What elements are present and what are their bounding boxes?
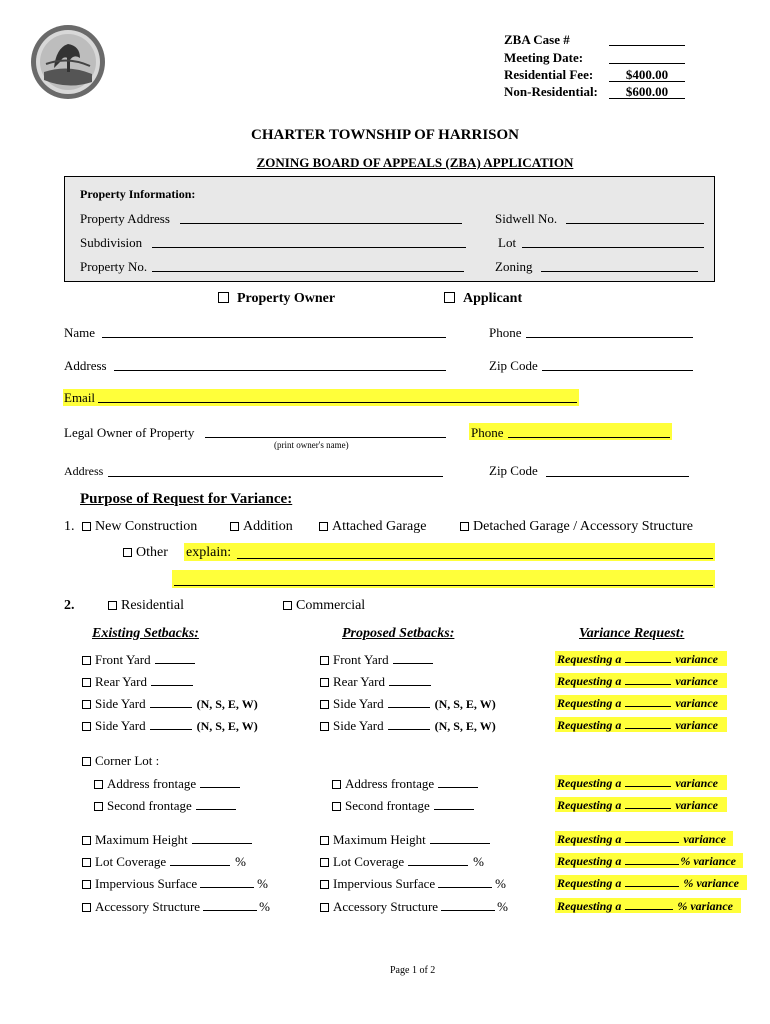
existing-accessory[interactable]: Accessory Structure % — [82, 900, 270, 913]
existing-max-height[interactable]: Maximum Height — [82, 833, 252, 846]
commercial-checkbox[interactable] — [283, 601, 292, 610]
variance-max-height-field[interactable] — [625, 841, 679, 843]
owner-phone-label: Phone — [471, 425, 504, 440]
variance-second-frontage-field[interactable] — [625, 807, 671, 809]
proposed-side-yard-1[interactable]: Side Yard (N, S, E, W) — [320, 697, 496, 710]
existing-address-frontage-field[interactable] — [200, 786, 240, 788]
proposed-second-frontage-field[interactable] — [434, 808, 474, 810]
proposed-second-frontage-checkbox[interactable] — [332, 802, 341, 811]
existing-max-height-field[interactable] — [192, 842, 252, 844]
proposed-impervious-field[interactable] — [438, 886, 492, 888]
proposed-accessory-field[interactable] — [441, 909, 495, 911]
print-owner-note: (print owner's name) — [274, 440, 349, 450]
proposed-rear-yard[interactable]: Rear Yard — [320, 675, 431, 688]
variance-address-frontage: Requesting a variance — [557, 776, 718, 790]
attached-garage-checkbox[interactable] — [319, 522, 328, 531]
property-information-heading: Property Information: — [80, 187, 196, 201]
proposed-address-frontage[interactable]: Address frontage — [332, 777, 478, 790]
proposed-accessory[interactable]: Accessory Structure % — [320, 900, 508, 913]
new-construction-checkbox[interactable] — [82, 522, 91, 531]
existing-impervious[interactable]: Impervious Surface % — [82, 877, 268, 890]
proposed-lot-coverage-checkbox[interactable] — [320, 858, 329, 867]
proposed-lot-coverage-field[interactable] — [408, 864, 468, 866]
proposed-max-height-checkbox[interactable] — [320, 836, 329, 845]
variance-lot-coverage-field[interactable] — [625, 863, 679, 865]
name-label: Name — [64, 325, 96, 340]
item-1-number: 1. — [64, 519, 75, 534]
proposed-max-height-field[interactable] — [430, 842, 490, 844]
phone-field[interactable] — [526, 337, 693, 338]
purpose-heading: Purpose of Request for Variance: — [80, 491, 293, 507]
lot-field[interactable] — [522, 247, 704, 248]
proposed-rear-yard-field[interactable] — [389, 684, 431, 686]
property-owner-checkbox[interactable] — [218, 292, 229, 303]
proposed-rear-yard-checkbox[interactable] — [320, 678, 329, 687]
owner-zip-label: Zip Code — [489, 463, 538, 478]
existing-side-yard-1[interactable]: Side Yard (N, S, E, W) — [82, 697, 258, 710]
phone-label: Phone — [489, 325, 522, 340]
subdivision-label: Subdivision — [80, 235, 143, 250]
corner-lot-option[interactable]: Corner Lot : — [82, 754, 159, 767]
existing-rear-yard[interactable]: Rear Yard — [82, 675, 193, 688]
address-label: Address — [64, 358, 107, 373]
property-address-label: Property Address — [80, 211, 170, 226]
residential-fee-value: $400.00 — [609, 68, 685, 82]
existing-front-yard-checkbox[interactable] — [82, 656, 91, 665]
variance-accessory-field[interactable] — [625, 908, 673, 910]
owner-address-field[interactable] — [108, 476, 443, 477]
proposed-side-yard-2-field[interactable] — [388, 728, 430, 730]
applicant-checkbox[interactable] — [444, 292, 455, 303]
existing-accessory-field[interactable] — [203, 909, 257, 911]
proposed-side-yard-1-field[interactable] — [388, 706, 430, 708]
application-title: ZONING BOARD OF APPEALS (ZBA) APPLICATION — [256, 155, 574, 170]
variance-max-height: Requesting a variance — [557, 832, 726, 846]
proposed-second-frontage[interactable]: Second frontage — [332, 799, 474, 812]
existing-setbacks-heading: Existing Setbacks: — [92, 626, 199, 641]
zba-case-field[interactable] — [609, 45, 685, 46]
proposed-front-yard[interactable]: Front Yard — [320, 653, 433, 666]
email-field[interactable] — [98, 402, 577, 403]
existing-side-yard-1-field[interactable] — [150, 706, 192, 708]
attached-garage-option[interactable]: Attached Garage — [319, 520, 426, 534]
owner-phone-field[interactable] — [508, 437, 670, 438]
owner-zip-field[interactable] — [546, 476, 689, 477]
variance-request-heading: Variance Request: — [579, 626, 685, 641]
variance-accessory: Requesting a % variance — [557, 899, 733, 913]
addition-checkbox[interactable] — [230, 522, 239, 531]
proposed-front-yard-field[interactable] — [393, 662, 433, 664]
owner-address-label: Address — [64, 464, 104, 478]
other-option[interactable]: Other — [123, 546, 168, 560]
applicant-option[interactable]: Applicant — [444, 292, 522, 306]
existing-address-frontage-checkbox[interactable] — [94, 780, 103, 789]
variance-side-yard-2: Requesting a variance — [557, 718, 718, 732]
zip-code-field[interactable] — [542, 370, 693, 371]
existing-accessory-checkbox[interactable] — [82, 903, 91, 912]
variance-second-frontage: Requesting a variance — [557, 798, 718, 812]
property-no-label: Property No. — [80, 259, 148, 274]
proposed-impervious[interactable]: Impervious Surface % — [320, 877, 506, 890]
residential-checkbox[interactable] — [108, 601, 117, 610]
township-seal-logo — [30, 24, 106, 100]
variance-rear-yard: Requesting a variance — [557, 674, 718, 688]
existing-front-yard[interactable]: Front Yard — [82, 653, 195, 666]
legal-owner-field[interactable] — [205, 437, 446, 438]
existing-lot-coverage-checkbox[interactable] — [82, 858, 91, 867]
property-address-field[interactable] — [180, 223, 462, 224]
variance-impervious-field[interactable] — [625, 885, 679, 887]
township-title: CHARTER TOWNSHIP OF HARRISON — [251, 127, 519, 143]
proposed-side-yard-2-checkbox[interactable] — [320, 722, 329, 731]
existing-rear-yard-checkbox[interactable] — [82, 678, 91, 687]
proposed-impervious-checkbox[interactable] — [320, 880, 329, 889]
residential-fee-label: Residential Fee: — [504, 67, 594, 82]
variance-address-frontage-field[interactable] — [625, 785, 671, 787]
legal-owner-label: Legal Owner of Property — [64, 425, 195, 440]
variance-front-yard: Requesting a variance — [557, 652, 718, 666]
proposed-max-height[interactable]: Maximum Height — [320, 833, 490, 846]
meeting-date-field[interactable] — [609, 63, 685, 64]
existing-second-frontage[interactable]: Second frontage — [94, 799, 236, 812]
meeting-date-label: Meeting Date: — [504, 50, 584, 65]
new-construction-option[interactable]: New Construction — [82, 520, 197, 534]
proposed-side-yard-2[interactable]: Side Yard (N, S, E, W) — [320, 719, 496, 732]
lot-label: Lot — [498, 235, 517, 250]
explain-field[interactable] — [237, 558, 713, 559]
sidwell-field[interactable] — [566, 223, 704, 224]
variance-rear-yard-field[interactable] — [625, 683, 671, 685]
existing-lot-coverage-field[interactable] — [170, 864, 230, 866]
existing-side-yard-1-checkbox[interactable] — [82, 700, 91, 709]
existing-side-yard-2-field[interactable] — [150, 728, 192, 730]
item-2-number: 2. — [64, 598, 75, 613]
property-owner-option[interactable]: Property Owner — [218, 292, 335, 306]
existing-lot-coverage[interactable]: Lot Coverage % — [82, 855, 246, 868]
existing-rear-yard-field[interactable] — [151, 684, 193, 686]
explain-label: explain: — [186, 545, 232, 560]
residential-option[interactable]: Residential — [108, 599, 184, 613]
name-field[interactable] — [102, 337, 446, 338]
zoning-field[interactable] — [541, 271, 698, 272]
email-highlight — [63, 389, 579, 406]
addition-option[interactable]: Addition — [230, 520, 293, 534]
non-residential-value: $600.00 — [609, 85, 685, 99]
zip-code-label: Zip Code — [489, 358, 538, 373]
variance-lot-coverage: Requesting a % variance — [557, 854, 736, 868]
variance-side-yard-2-field[interactable] — [625, 727, 671, 729]
detached-garage-checkbox[interactable] — [460, 522, 469, 531]
explain-field-line2[interactable] — [174, 585, 713, 586]
existing-front-yard-field[interactable] — [155, 662, 195, 664]
existing-side-yard-2-checkbox[interactable] — [82, 722, 91, 731]
proposed-address-frontage-checkbox[interactable] — [332, 780, 341, 789]
proposed-side-yard-1-checkbox[interactable] — [320, 700, 329, 709]
non-residential-label: Non-Residential: — [504, 84, 598, 99]
variance-front-yard-field[interactable] — [625, 661, 671, 663]
proposed-front-yard-checkbox[interactable] — [320, 656, 329, 665]
proposed-address-frontage-field[interactable] — [438, 786, 478, 788]
commercial-option[interactable]: Commercial — [283, 599, 365, 613]
existing-impervious-field[interactable] — [200, 886, 254, 888]
existing-max-height-checkbox[interactable] — [82, 836, 91, 845]
existing-impervious-checkbox[interactable] — [82, 880, 91, 889]
existing-second-frontage-checkbox[interactable] — [94, 802, 103, 811]
existing-side-yard-2[interactable]: Side Yard (N, S, E, W) — [82, 719, 258, 732]
page-number: Page 1 of 2 — [390, 965, 436, 976]
proposed-accessory-checkbox[interactable] — [320, 903, 329, 912]
corner-lot-checkbox[interactable] — [82, 757, 91, 766]
variance-side-yard-1-field[interactable] — [625, 705, 671, 707]
existing-second-frontage-field[interactable] — [196, 808, 236, 810]
subdivision-field[interactable] — [152, 247, 466, 248]
email-label: Email — [64, 390, 96, 405]
variance-side-yard-1: Requesting a variance — [557, 696, 718, 710]
zoning-label: Zoning — [495, 259, 533, 274]
zba-case-label: ZBA Case # — [504, 32, 570, 47]
address-field[interactable] — [114, 370, 446, 371]
proposed-lot-coverage[interactable]: Lot Coverage % — [320, 855, 484, 868]
sidwell-label: Sidwell No. — [495, 211, 558, 226]
detached-garage-option[interactable]: Detached Garage / Accessory Structure — [460, 520, 693, 534]
existing-address-frontage[interactable]: Address frontage — [94, 777, 240, 790]
property-no-field[interactable] — [152, 271, 464, 272]
other-checkbox[interactable] — [123, 548, 132, 557]
proposed-setbacks-heading: Proposed Setbacks: — [342, 626, 455, 641]
variance-impervious: Requesting a % variance — [557, 876, 739, 890]
